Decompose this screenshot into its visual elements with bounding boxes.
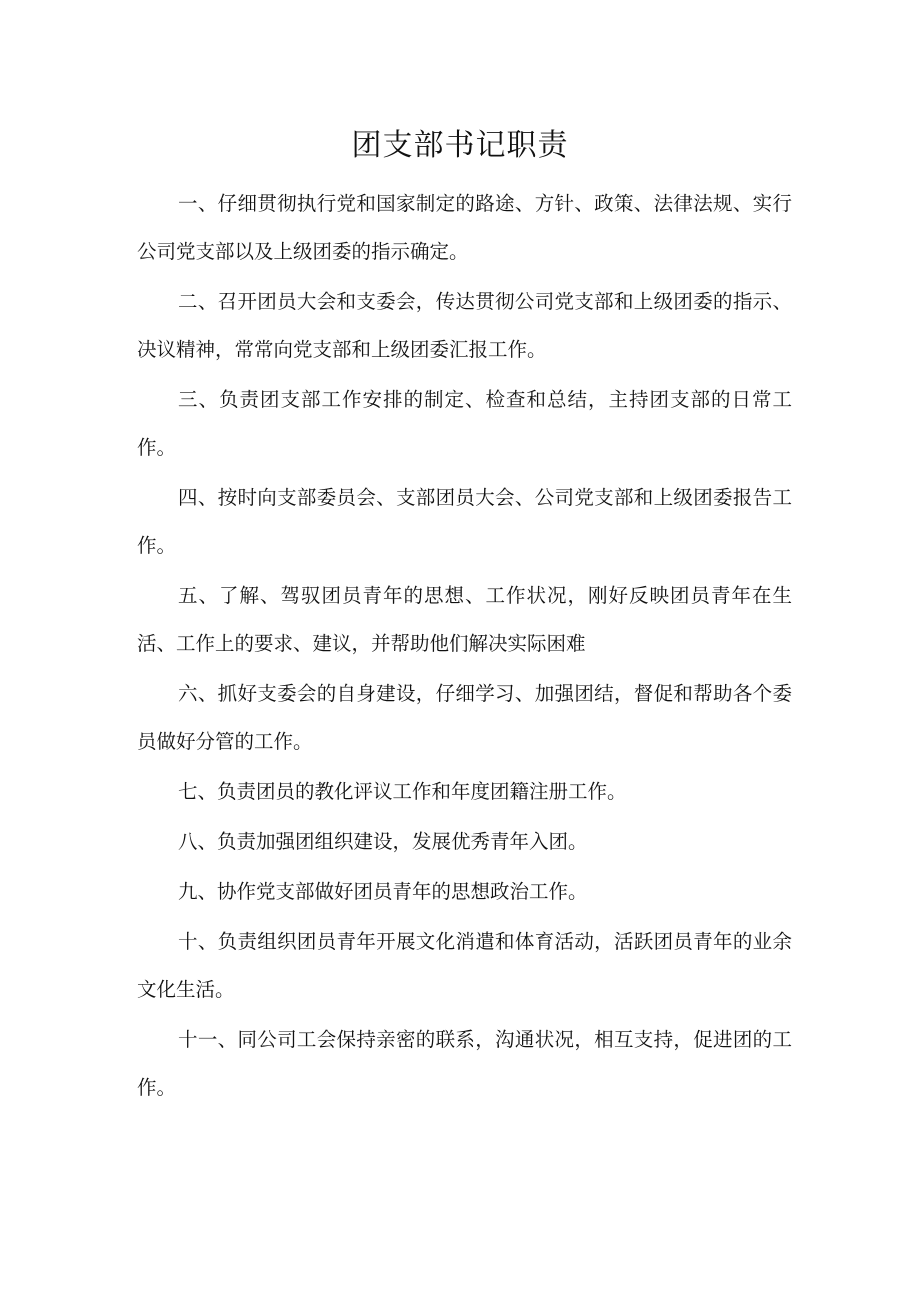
clause-8: 八、负责加强团组织建设，发展优秀青年入团。 <box>178 830 588 853</box>
clause-5: 五、了解、驾驭团员青年的思想、工作状况，刚好反映团员青年在生活、工作上的要求、建议，并帮助他们解决实际困难 <box>137 584 792 655</box>
clause-2: 二、召开团员大会和支委会，传达贯彻公司党支部和上级团委的指示、决议精神，常常向党支部和上级团委汇报工作。 <box>137 290 792 361</box>
clause-4: 四、按时向支部委员会、支部团员大会、公司党支部和上级团委报告工作。 <box>137 486 792 557</box>
clause-list <box>137 180 792 1114</box>
page-title: 团支部书记职责 <box>351 128 569 163</box>
clause-6: 六、抓好支委会的自身建设，仔细学习、加强团结，督促和帮助各个委员做好分管的工作。 <box>137 682 792 753</box>
clause-1: 一、仔细贯彻执行党和国家制定的路途、方针、政策、法律法规、实行公司党支部以及上级团委的指示确定。 <box>137 192 792 263</box>
clause-10: 十、负责组织团员青年开展文化消遣和体育活动，活跃团员青年的业余文化生活。 <box>137 930 792 1001</box>
clause-7: 七、负责团员的教化评议工作和年度团籍注册工作。 <box>178 780 627 803</box>
clause-3: 三、负责团支部工作安排的制定、检查和总结，主持团支部的日常工作。 <box>137 388 792 459</box>
clause-9: 九、协作党支部做好团员青年的思想政治工作。 <box>178 880 588 903</box>
clause-11: 十一、同公司工会保持亲密的联系，沟通状况，相互支持，促进团的工作。 <box>137 1028 792 1099</box>
